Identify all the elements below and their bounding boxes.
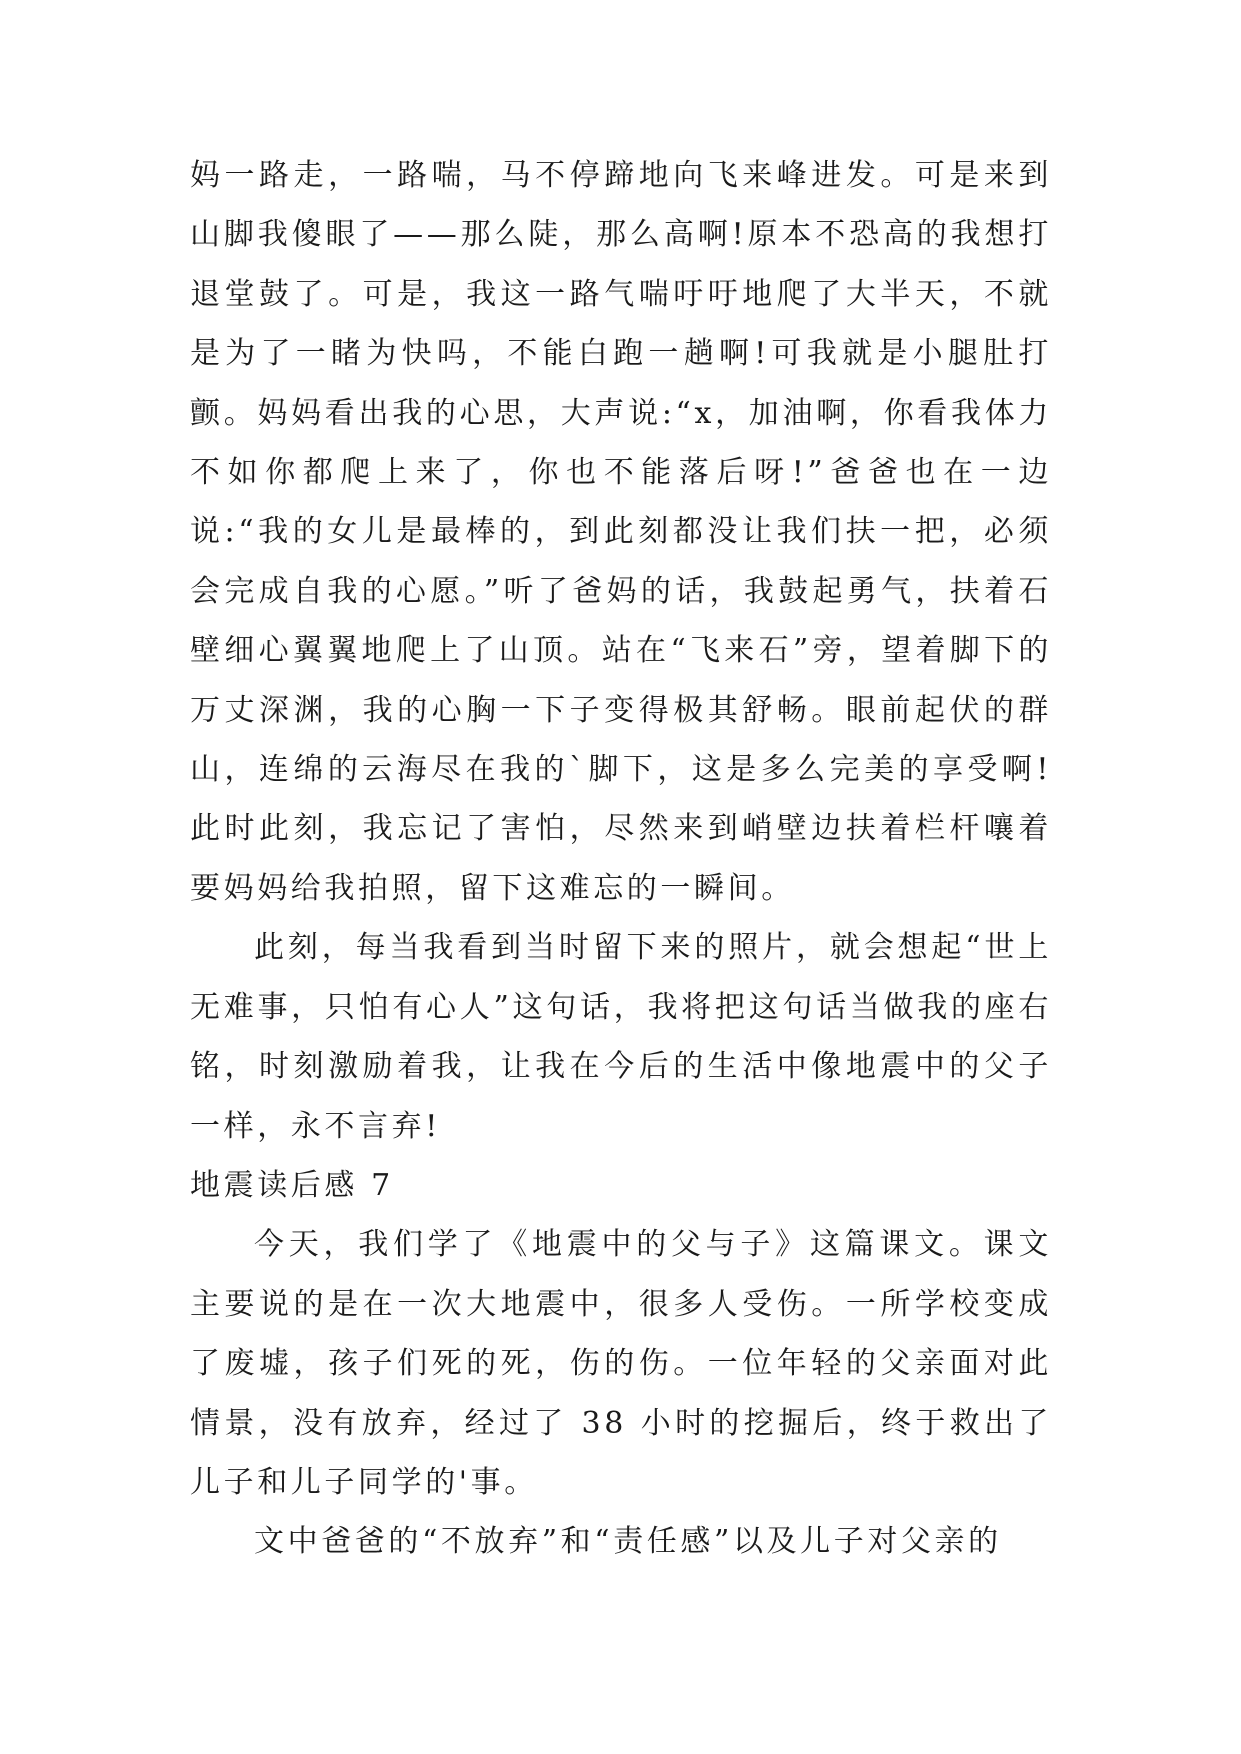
paragraph-reflection: 此刻，每当我看到当时留下来的照片，就会想起“世上无难事，只怕有心人”这句话，我将把这句话当做我的座右铭，时刻激励着我，让我在今后的生活中像地震中的父子一样，永不言弃! — [190, 930, 1052, 1144]
paragraph-climb-story: 妈一路走，一路喘，马不停蹄地向飞来峰进发。可是来到山脚我傻眼了——那么陡，那么高啊!原本不恐高的我想打退堂鼓了。可是，我这一路气喘吁吁地爬了大半天，不就是为了一睹为快吗，不能白跑一趟啊!可我就是小腿肚打颤。妈妈看出我的心思，大声说:“x，加油啊，你看我体力不如你都爬上来了，你也不能落后呀!”爸爸也在一边说:“我的女儿是最棒的，到此刻都没让我们扶一把，必须会完成自我的心愿。”听了爸妈的话，我鼓起勇气，扶着石壁细心翼翼地爬上了山顶。站在“飞来石”旁，望着脚下的万丈深渊，我的心胸一下子变得极其舒畅。眼前起伏的群山，连绵的云海尽在我的`脚下，这是多么完美的享受啊!此时此刻，我忘记了害怕，尽然来到峭壁边扶着栏杆嚷着要妈妈给我拍照，留下这难忘的一瞬间。 — [190, 158, 1052, 906]
section-heading: 地震读后感 7 — [190, 1167, 394, 1203]
paragraph-father-responsibility: 文中爸爸的“不放弃”和“责任感”以及儿子对父亲的 — [254, 1524, 1002, 1560]
paragraph-lesson-summary: 今天，我们学了《地震中的父与子》这篇课文。课文主要说的是在一次大地震中，很多人受伤。一所学校变成了废墟，孩子们死的死，伤的伤。一位年轻的父亲面对此情景，没有放弃，经过了 38 小时的挖掘后，终于救出了儿子和儿子同学的'事。 — [190, 1227, 1052, 1500]
document-body — [190, 146, 1052, 1572]
